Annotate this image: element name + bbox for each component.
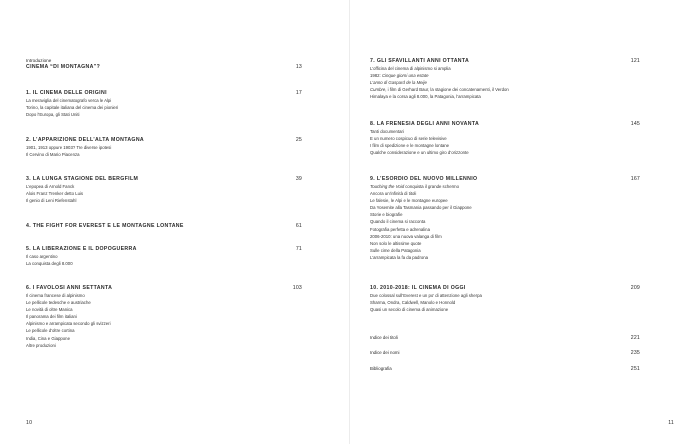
section-item: Torino, la capitale italiana del cinema dei pionieri <box>26 105 119 111</box>
intro-page-number: 13 <box>295 64 302 71</box>
section-item: La meraviglia del cinematografo verca le Alpi <box>26 98 112 103</box>
chapter-page-number: 17 <box>295 90 302 96</box>
index-page-number: 251 <box>630 366 640 372</box>
section-item: Le falesie, le Alpi e le montagne europee <box>370 198 448 204</box>
intro-label: Introduzione <box>26 58 52 63</box>
toc-chapter-4[interactable] <box>26 223 302 230</box>
section-item: L’arrampicata la fa da padrona <box>370 254 429 260</box>
index-label: Bibliografia <box>370 366 392 371</box>
toc-chapter-8[interactable] <box>370 121 640 156</box>
section-item: Altre produzioni <box>26 342 56 348</box>
section-item: Non solo le altissime quote <box>370 240 422 246</box>
toc-chapter-1[interactable] <box>26 90 302 118</box>
index-page-number: 221 <box>630 335 640 341</box>
section-item: Il cinema francese di alpinismo <box>26 293 85 298</box>
section-item: Alpinismo e arrampicata secondo gli svizzeri <box>26 321 111 327</box>
toc-chapter-10[interactable] <box>370 285 640 313</box>
section-item: Fotografia perfetta e adrenalina <box>370 226 430 232</box>
chapter-title: 8. LA FRENESIA DEGLI ANNI NOVANTA <box>370 121 480 127</box>
section-item <box>370 72 640 79</box>
toc-chapter-7[interactable] <box>370 58 640 100</box>
index-label: Indice dei nomi <box>370 350 400 355</box>
section-item: Le pellicole tedesche e austriache <box>26 300 91 306</box>
toc-chapter-2[interactable] <box>26 137 302 158</box>
section-item: Le novità di oltre Manica <box>26 307 73 313</box>
chapter-page-number: 167 <box>630 176 640 182</box>
right-page <box>350 0 700 444</box>
chapter-title: 4. THE FIGHT FOR EVEREST E LE MONTAGNE LONTANE <box>26 223 184 229</box>
chapter-title: 9. L’ESORDIO DEL NUOVO MILLENNIO <box>370 176 478 182</box>
toc-index-names[interactable] <box>370 349 640 357</box>
chapter-page-number: 209 <box>630 285 640 291</box>
section-item: 1901, 1913 oppure 1903? Tre diverse ipotesi <box>26 145 112 150</box>
toc-chapter-9[interactable] <box>370 176 640 261</box>
section-item: Il caso argentino <box>26 254 58 259</box>
section-item: Da Yosemite alla Tasmania passando per il Giappone <box>370 205 472 211</box>
section-item: Il Cervino di Mario Piacenza <box>26 152 80 158</box>
chapter-page-number: 39 <box>295 176 302 182</box>
chapter-title: 5. LA LIBERAZIONE E IL DOPOGUERRA <box>26 246 137 252</box>
index-label: Indice dei titoli <box>370 335 398 340</box>
section-item: Due colossal sull’Everest e un po’ di attenzione agli sherpa <box>370 293 482 298</box>
intro-title: CINEMA “DI MONTAGNA”? <box>26 64 101 71</box>
chapter-page-number: 121 <box>630 58 640 64</box>
section-item: Sharma, Ondra, Caldwell, Manolo e Honnold <box>370 300 456 306</box>
section-item: Qualche considerazione e un ultimo giro d’orizzonte <box>370 150 469 156</box>
toc-index-titles[interactable] <box>370 334 640 342</box>
chapter-page-number: 103 <box>292 285 302 291</box>
section-item: Quando il cinema si racconta <box>370 219 426 225</box>
section-item-prefix: 1982: <box>370 73 382 79</box>
section-item <box>370 86 640 93</box>
section-item-rest: , i film di Gerhard Baur, la stagione dei concatenamenti, il Verdon <box>385 87 509 93</box>
toc-chapter-3[interactable] <box>26 176 302 204</box>
section-item: L’epopea di Arnold Fanck <box>26 184 75 189</box>
section-item: L’officina del cinema di alpinismo si amplia <box>370 66 451 71</box>
section-item: Sulle cime della Patagonia <box>370 247 421 253</box>
section-item: Quasi un secolo di cinema di animazione <box>370 307 449 313</box>
film-title: Cinque giorni una estate <box>381 73 429 79</box>
chapter-page-number: 145 <box>630 121 640 127</box>
chapter-title: 2. L’APPARIZIONE DELL’ALTA MONTAGNA <box>26 137 145 143</box>
section-item: L’anno di Gaspard de la Meije <box>370 80 427 86</box>
section-item: India, Cina e Giappone <box>26 335 70 341</box>
section-item: Il panorama dei film italiani <box>26 314 77 320</box>
section-item: Tanti documentari <box>370 129 404 134</box>
section-item: La conquista degli 8.000 <box>26 261 73 267</box>
chapter-title: 6. I FAVOLOSI ANNI SETTANTA <box>26 285 113 291</box>
section-item: Ancora un’infinità di titoli <box>370 191 417 197</box>
section-item: Alois Franz Trenker detto Luis <box>26 191 84 197</box>
film-title: Touching the Void <box>370 184 405 189</box>
section-item: E un numero cospicuo di serie televisive <box>370 136 447 142</box>
chapter-page-number: 71 <box>295 246 302 252</box>
chapter-title: 10. 2010-2018: IL CINEMA DI OGGI <box>370 285 466 291</box>
chapter-title: 7. GLI SFAVILLANTI ANNI OTTANTA <box>370 58 470 64</box>
section-item: Dopo l’Europa, gli Stati Uniti <box>26 112 80 118</box>
toc-chapter-5[interactable] <box>26 246 302 267</box>
section-item: Storie e biografie <box>370 212 403 218</box>
section-item <box>370 183 640 190</box>
section-item: 2006-2010: una nuova valanga di film <box>370 233 442 239</box>
chapter-page-number: 25 <box>295 137 302 143</box>
section-item-rest: conquista il grande schermo <box>404 184 460 189</box>
index-page-number: 235 <box>630 350 640 356</box>
toc-chapter-6[interactable] <box>26 285 302 349</box>
page-number-left: 10 <box>26 420 33 426</box>
toc-bibliography[interactable] <box>370 365 640 373</box>
page-number-right: 11 <box>668 420 674 426</box>
section-item: I film di spedizione e le montagne lontane <box>370 143 450 149</box>
film-title: Cumbre <box>370 87 386 93</box>
chapter-page-number: 61 <box>295 223 302 229</box>
section-item: Il genio di Leni Riefenstahl <box>26 198 77 204</box>
toc-introduction[interactable] <box>26 58 302 71</box>
chapter-title: 3. LA LUNGA STAGIONE DEL BERGFILM <box>26 176 139 182</box>
section-item: Le pellicole d’oltre cortina <box>26 328 75 334</box>
chapter-title: 1. IL CINEMA DELLE ORIGINI <box>26 90 107 96</box>
section-item: Himalaya e la corsa agli 8.000, la Patagonia, l’arrampicata <box>370 94 481 100</box>
